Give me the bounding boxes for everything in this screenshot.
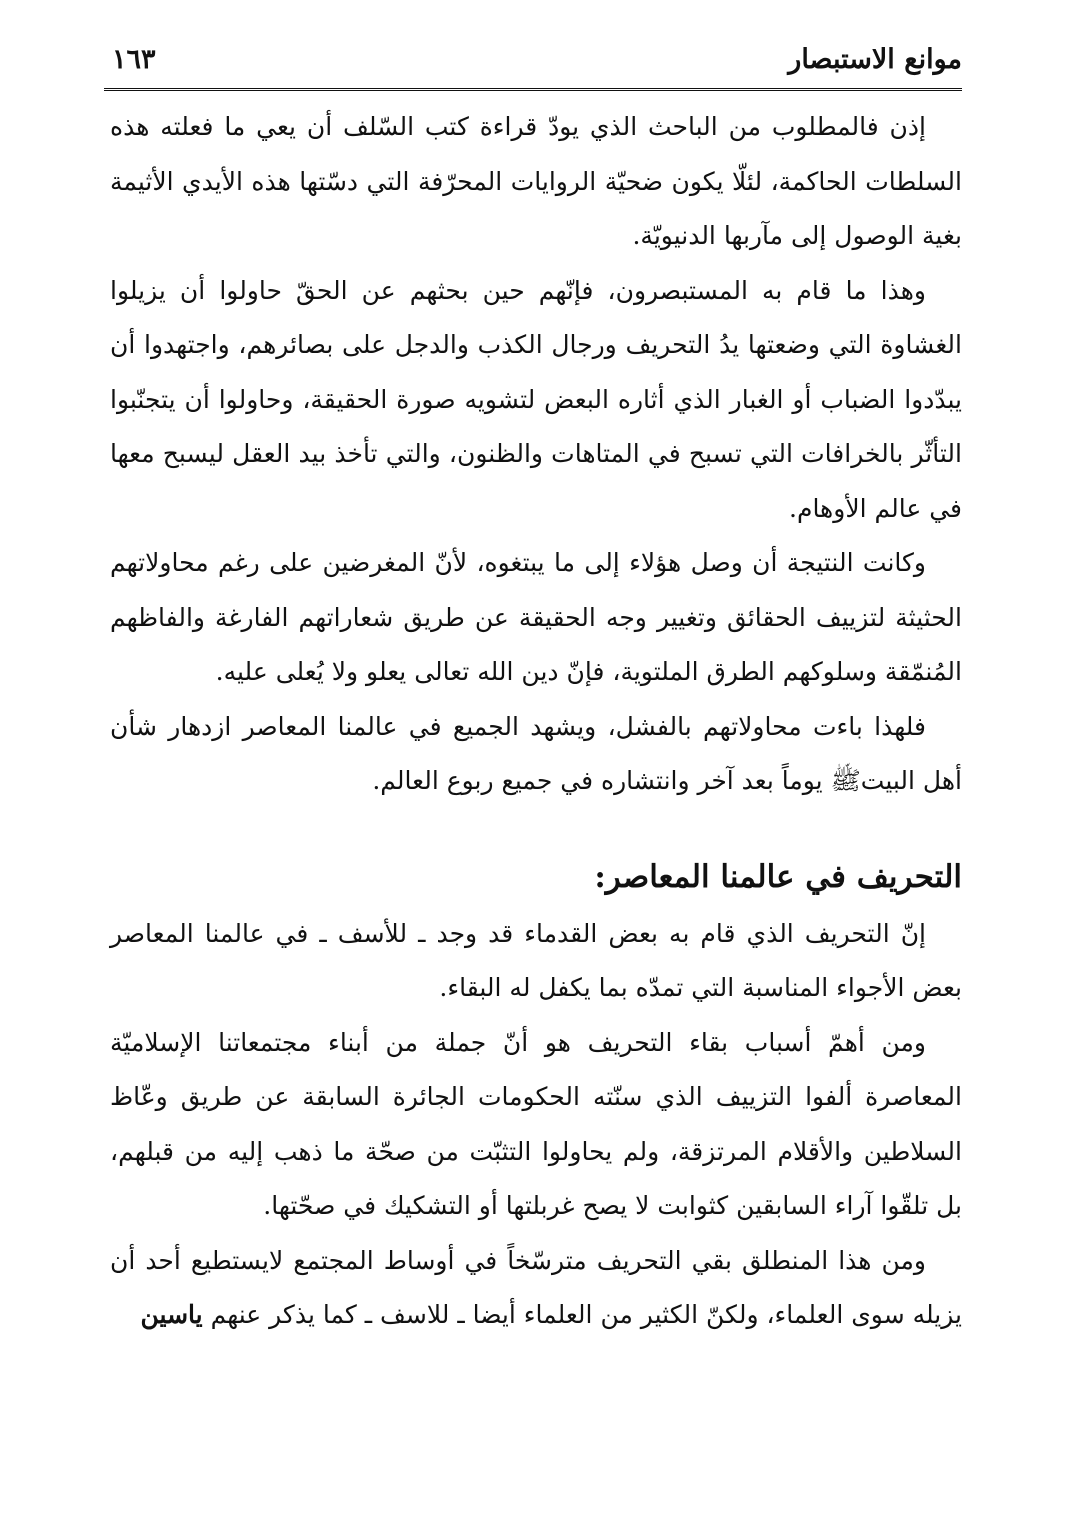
page-body bbox=[110, 100, 962, 1343]
paragraph: إذن فالمطلوب من الباحث الذي يودّ قراءة كتب السّلف أن يعي ما فعلته هذه السلطات الحاكمة، لئلّا يكون ضحيّة الروايات المحرّفة التي دسّتها هذه الأيدي الأثيمة بغية الوصول إلى مآربها الدنيويّة. bbox=[110, 112, 962, 250]
page-number: ١٦٣ bbox=[112, 44, 156, 75]
page-header bbox=[104, 38, 962, 91]
paragraph bbox=[110, 1234, 962, 1343]
paragraph: فلهذا باءت محاولاتهم بالفشل، ويشهد الجميع في عالمنا المعاصر ازدهار شأن أهل البيتﷺ يوماً بعد آخر وانتشاره في جميع ربوع العالم. bbox=[110, 711, 962, 795]
paragraph: وهذا ما قام به المستبصرون، فإنّهم حين بحثهم عن الحقّ حاولوا أن يزيلوا الغشاوة التي وضعتها يدُ التحريف ورجال الكذب والدجل على بصائرهم، واجتهدوا أن يبدّدوا الضباب أو الغبار الذي أثاره البعض لتشويه صورة الحقيقة، وحاولوا أن يتجنّبوا التأثّر بالخرافات التي تسبح في المتاهات والظنون، والتي تأخذ بيد العقل ليسبح معها في عالم الأوهام. bbox=[110, 275, 962, 523]
bold-author-name: ياسين bbox=[140, 1300, 203, 1329]
paragraph: إنّ التحريف الذي قام به بعض القدماء قد وجد ـ للأسف ـ في عالمنا المعاصر بعض الأجواء المناسبة التي تمدّه بما يكفل له البقاء. bbox=[110, 918, 962, 1002]
section-heading: التحريف في عالمنا المعاصر: bbox=[594, 858, 962, 895]
running-title: موانع الاستبصار bbox=[788, 44, 962, 75]
paragraph-text: ومن هذا المنطلق بقي التحريف مترسّخاً في أوساط المجتمع لايستطيع أحد أن يزيله سوى العلماء، ولكنّ الكثير من العلماء أيضا ـ للاسف ـ كما يذكر عنهم bbox=[110, 1245, 962, 1329]
paragraph: وكانت النتيجة أن وصل هؤلاء إلى ما يبتغوه، لأنّ المغرضين على رغم محاولاتهم الحثيثة لتزييف الحقائق وتغيير وجه الحقيقة عن طريق شعاراتهم الفارغة والفاظهم المُنمّقة وسلوكهم الطرق الملتوية، فإنّ دين الله تعالى يعلو ولا يُعلى عليه. bbox=[110, 548, 962, 686]
paragraph: ومن أهمّ أسباب بقاء التحريف هو أنّ جملة من أبناء مجتمعاتنا الإسلاميّة المعاصرة ألفوا التزييف الذي سنّته الحكومات الجائرة السابقة عن طريق وعّاظ السلاطين والأقلام المرتزقة، ولم يحاولوا التثبّت من صحّة ما ذهب إليه من قبلهم، بل تلقّوا آراء السابقين كثوابت لا يصح غربلتها أو التشكيك في صحّتها. bbox=[110, 1027, 962, 1220]
